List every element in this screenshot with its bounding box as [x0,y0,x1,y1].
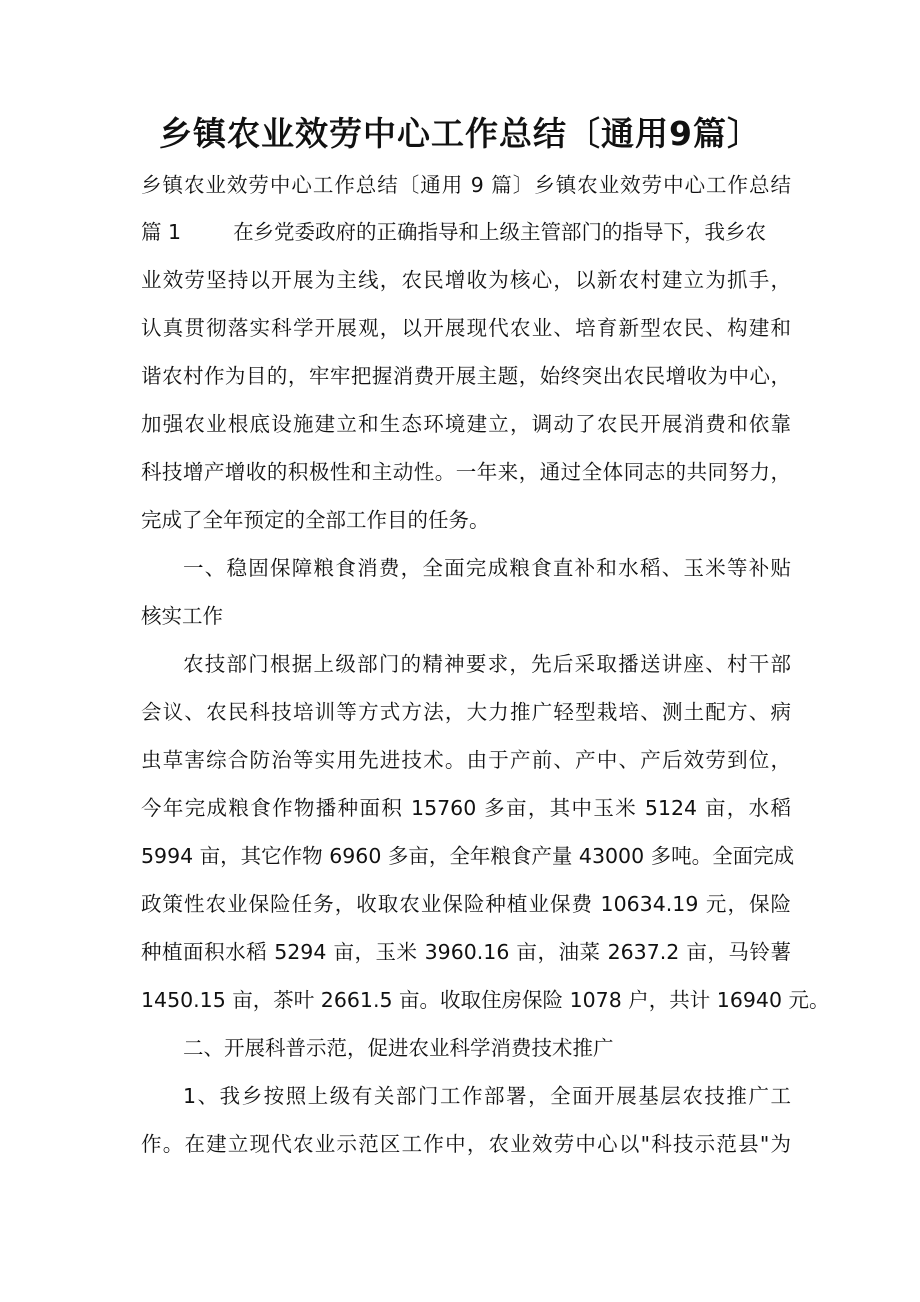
text-line: 今年完成粮食作物播种面积 15760 多亩，其中玉米 5124 亩，水稻 [141,796,791,820]
text-line: 作。在建立现代农业示范区工作中，农业效劳中心以"科技示范县"为 [141,1132,791,1156]
section-heading-2: 二、开展科普示范，促进农业科学消费技术推广 [183,1036,614,1060]
text-line [141,217,791,247]
text-line: 1、我乡按照上级有关部门工作部署，全面开展基层农技推广工 [183,1084,791,1108]
text-line: 农技部门根据上级部门的精神要求，先后采取播送讲座、村干部 [183,652,791,676]
text-line: 加强农业根底设施建立和生态环境建立，调动了农民开展消费和依靠 [141,412,791,436]
text-line: 核实工作 [141,604,223,628]
text-line: 乡镇农业效劳中心工作总结〔通用 9 篇〕乡镇农业效劳中心工作总结 [141,173,791,197]
text-line: 科技增产增收的积极性和主动性。一年来，通过全体同志的共同努力， [141,460,791,484]
text-line: 会议、农民科技培训等方式方法，大力推广轻型栽培、测土配方、病 [141,700,791,724]
text-line: 政策性农业保险任务，收取农业保险种植业保费 10634.19 元，保险 [141,892,791,916]
text-line: 5994 亩，其它作物 6960 多亩，全年粮食产量 43000 多吨。全面完成 [141,844,795,868]
text-line: 种植面积水稻 5294 亩，玉米 3960.16 亩，油菜 2637.2 亩，马铃薯 [141,940,791,964]
document-title: 乡镇农业效劳中心工作总结〔通用9篇〕 [159,114,761,153]
section-label: 篇 1 [141,220,182,244]
section-heading-1: 一、稳固保障粮食消费，全面完成粮食直补和水稻、玉米等补贴 [183,556,791,580]
text-line: 虫草害综合防治等实用先进技术。由于产前、产中、产后效劳到位， [141,748,791,772]
paragraph-start: 在乡党委政府的正确指导和上级主管部门的指导下，我乡农 [233,220,767,244]
text-line: 完成了全年预定的全部工作目的任务。 [141,508,490,532]
text-line: 谐农村作为目的，牢牢把握消费开展主题，始终突出农民增收为中心， [141,364,791,388]
text-line: 认真贯彻落实科学开展观，以开展现代农业、培育新型农民、构建和 [141,316,791,340]
text-line: 1450.15 亩，茶叶 2661.5 亩。收取住房保险 1078 户，共计 16940 元。 [141,988,830,1012]
text-line: 业效劳坚持以开展为主线，农民增收为核心，以新农村建立为抓手， [141,268,791,292]
